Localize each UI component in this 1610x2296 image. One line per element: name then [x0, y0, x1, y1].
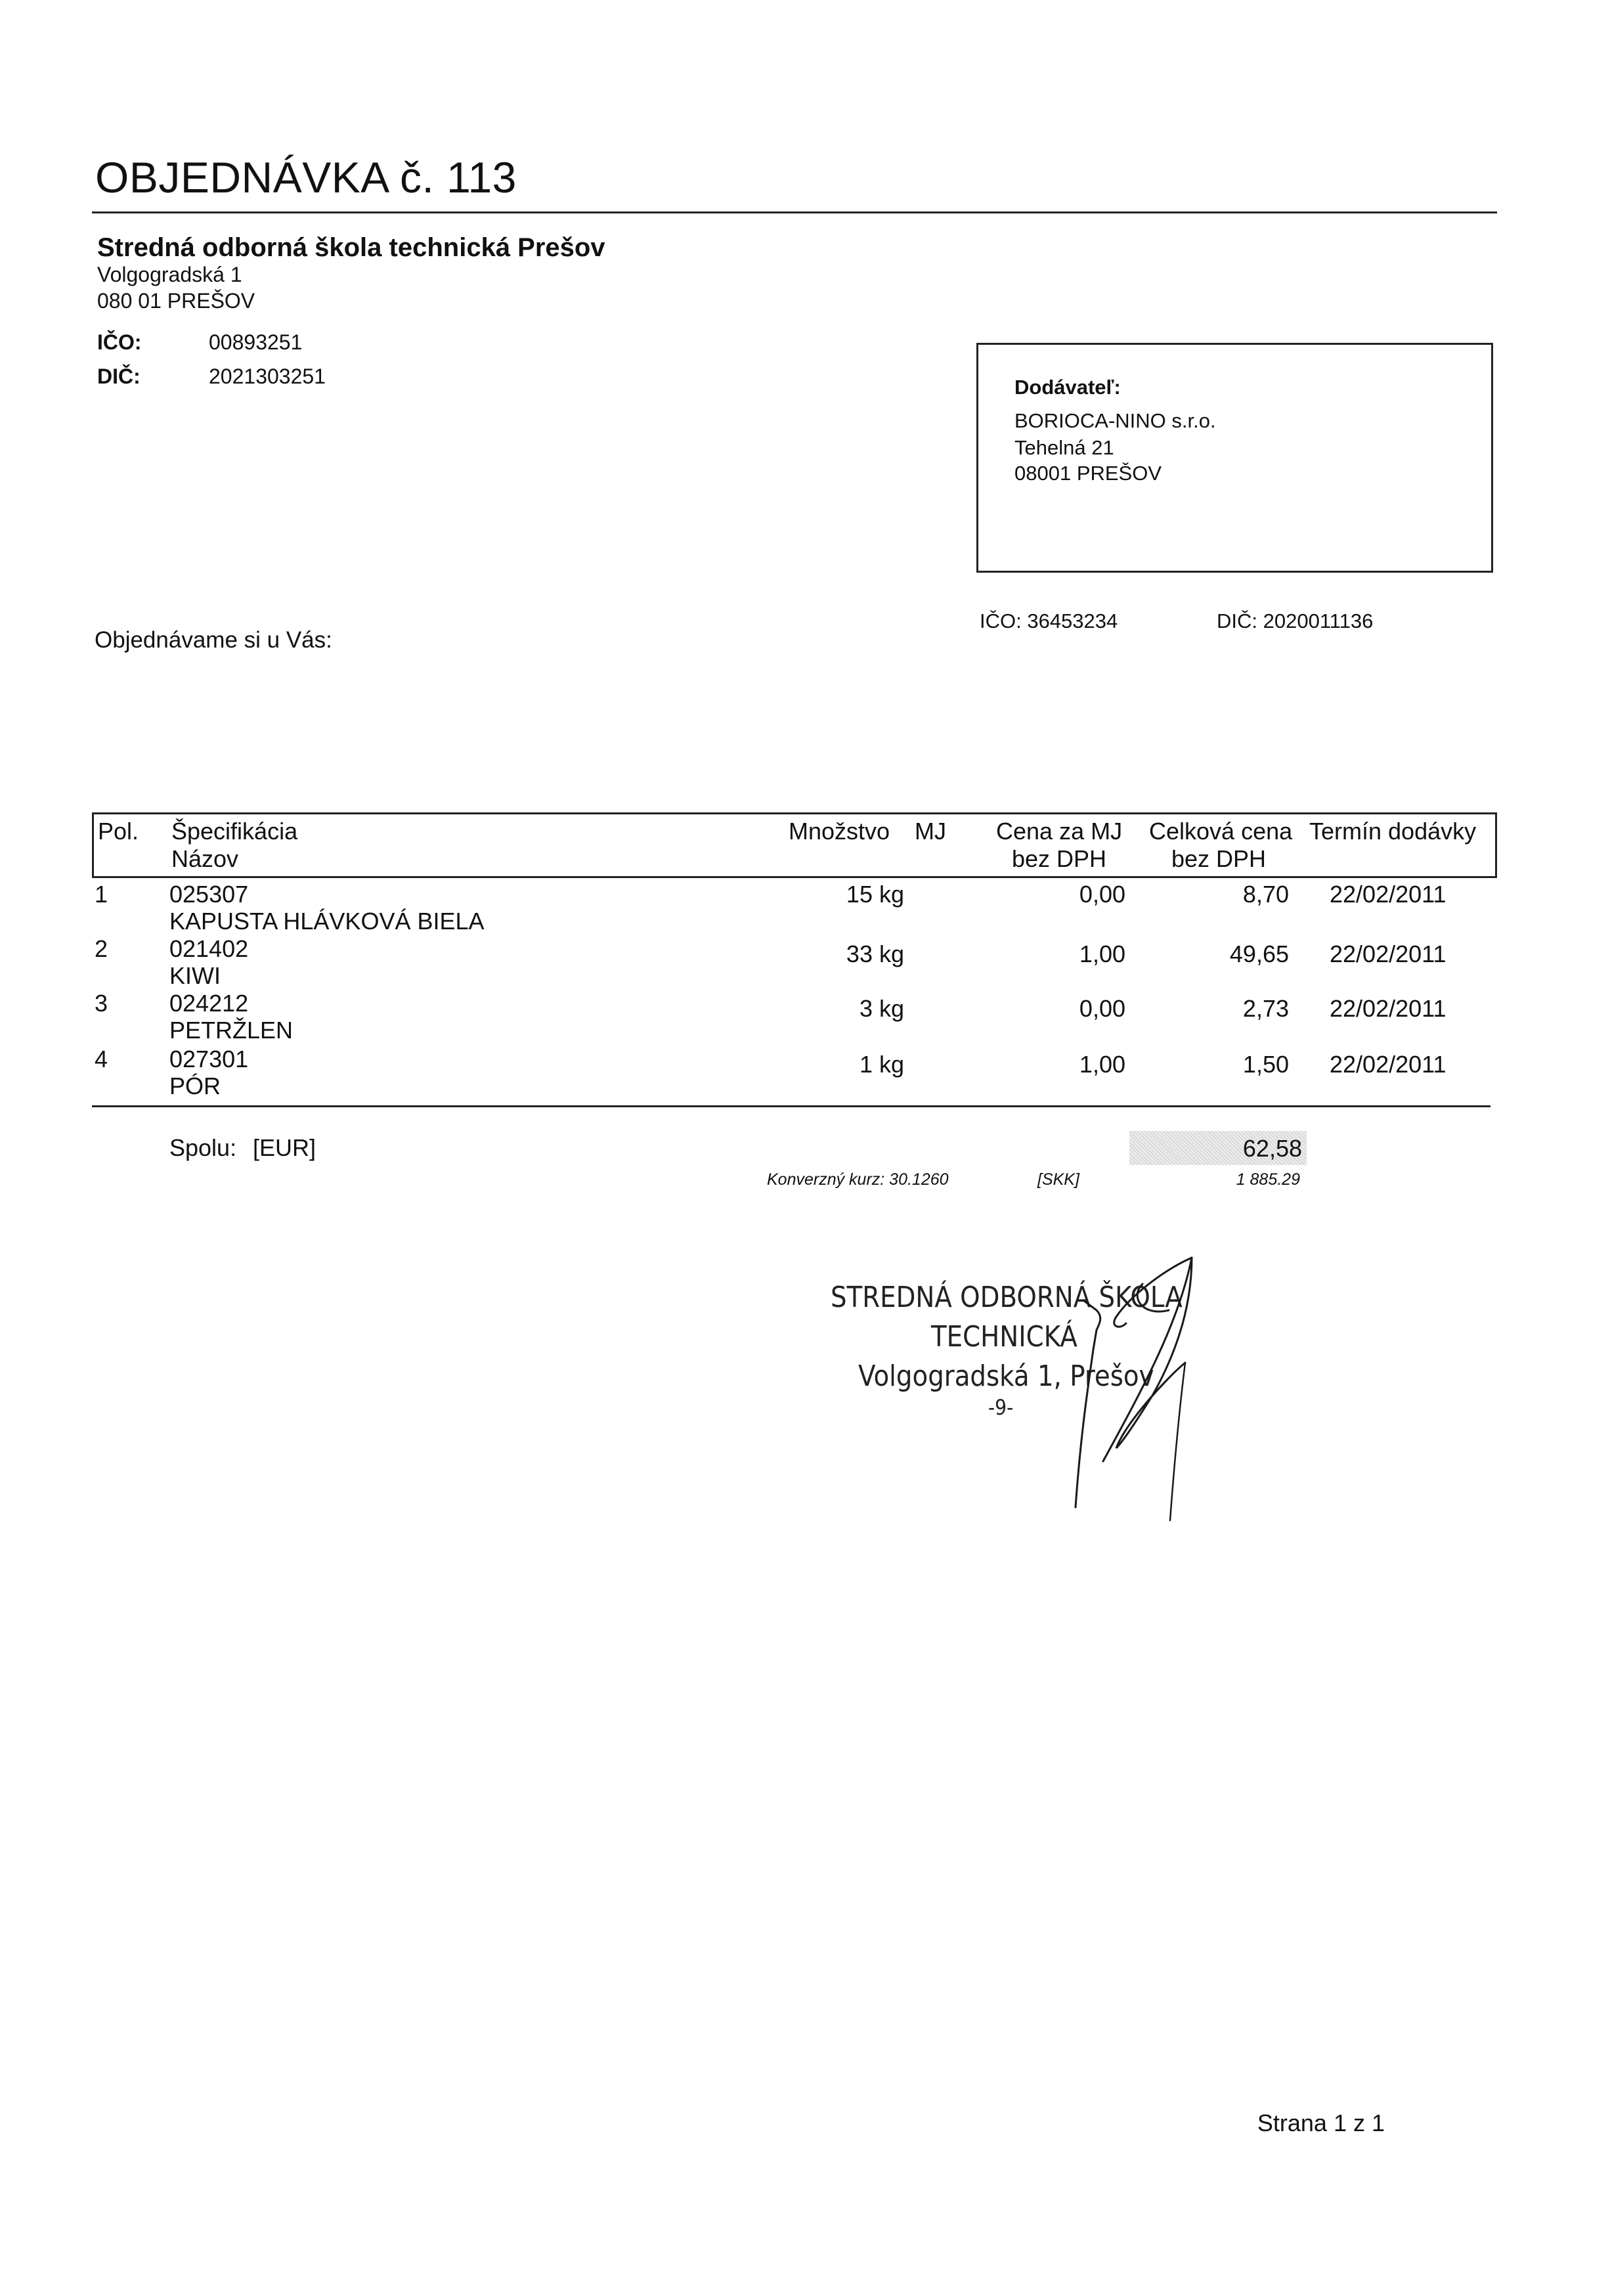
table-row — [92, 935, 1497, 992]
page-number: Strana 1 z 1 — [1257, 2109, 1385, 2136]
order-intro: Objednávame si u Vás: — [95, 627, 332, 653]
row-total: 1,50 — [1242, 1051, 1289, 1078]
supplier-street: Tehelná 21 — [1014, 436, 1114, 459]
row-qty: 33 kg — [846, 940, 904, 967]
stamp-line-4: -9- — [988, 1395, 1014, 1420]
row-total: 2,73 — [1242, 995, 1289, 1022]
table-header — [92, 812, 1497, 878]
buyer-street: Volgogradská 1 — [97, 263, 242, 286]
supplier-name: BORIOCA-NINO s.r.o. — [1014, 409, 1216, 432]
conversion-total: 1 885.29 — [1236, 1170, 1300, 1189]
table-row — [92, 1046, 1497, 1107]
header-price-vat: bez DPH — [1012, 845, 1107, 872]
row-price: 1,00 — [1079, 940, 1125, 967]
row-total: 49,65 — [1229, 940, 1289, 967]
buyer-city: 080 01 PREŠOV — [97, 289, 255, 313]
document-title: OBJEDNÁVKA č. 113 — [95, 153, 517, 202]
row-name: PÓR — [169, 1072, 221, 1099]
header-spec: Špecifikácia — [171, 818, 298, 845]
signature — [1064, 1245, 1294, 1573]
supplier-ico: IČO: 36453234 — [980, 609, 1118, 632]
total-currency: [EUR] — [253, 1134, 316, 1161]
header-total-vat: bez DPH — [1171, 845, 1267, 872]
buyer-name: Stredná odborná škola technická Prešov — [97, 233, 605, 262]
total-value: 62,58 — [1242, 1135, 1302, 1162]
total-label: Spolu: — [169, 1134, 237, 1161]
header-qty: Množstvo — [789, 818, 890, 845]
supplier-dic: DIČ: 2020011136 — [1217, 609, 1374, 632]
row-code: 024212 — [169, 990, 249, 1017]
row-name: PETRŽLEN — [169, 1017, 294, 1044]
row-name: KIWI — [169, 962, 221, 989]
row-date: 22/02/2011 — [1330, 940, 1447, 967]
header-total: Celková cena — [1149, 818, 1293, 845]
row-pol: 4 — [95, 1046, 108, 1072]
row-price: 0,00 — [1079, 995, 1125, 1022]
supplier-label: Dodávateľ: — [1014, 376, 1121, 399]
supplier-city: 08001 PREŠOV — [1014, 462, 1162, 485]
table-bottom-rule — [92, 1105, 1490, 1107]
header-term: Termín dodávky — [1309, 818, 1477, 845]
row-pol: 1 — [95, 881, 108, 908]
buyer-ico-label: IČO: — [97, 330, 142, 354]
row-price: 1,00 — [1079, 1051, 1125, 1078]
row-qty: 3 kg — [859, 995, 904, 1022]
row-price: 0,00 — [1079, 881, 1125, 908]
row-code: 025307 — [169, 881, 249, 908]
stamp-line-1: STREDNÁ ODBORNÁ ŠKOLA — [831, 1281, 1183, 1314]
row-pol: 2 — [95, 935, 108, 962]
row-date: 22/02/2011 — [1330, 881, 1447, 908]
row-code: 021402 — [169, 935, 249, 962]
row-date: 22/02/2011 — [1330, 995, 1447, 1022]
table-row — [92, 878, 1497, 935]
buyer-dic: 2021303251 — [209, 364, 326, 388]
row-name: KAPUSTA HLÁVKOVÁ BIELA — [169, 908, 485, 935]
stamp-line-2: TECHNICKÁ — [931, 1320, 1077, 1354]
conversion-currency: [SKK] — [1037, 1170, 1079, 1189]
header-pol: Pol. — [98, 818, 139, 845]
row-date: 22/02/2011 — [1330, 1051, 1447, 1078]
row-qty: 15 kg — [846, 881, 904, 908]
header-unit: MJ — [915, 818, 946, 845]
conversion-rate: Konverzný kurz: 30.1260 — [767, 1170, 949, 1189]
order-table — [92, 812, 1497, 1107]
buyer-dic-label: DIČ: — [97, 364, 141, 388]
header-price: Cena za MJ — [996, 818, 1123, 845]
buyer-ico: 00893251 — [209, 330, 303, 354]
header-name: Názov — [171, 845, 239, 872]
row-pol: 3 — [95, 990, 108, 1017]
table-row — [92, 992, 1497, 1049]
row-code: 027301 — [169, 1046, 249, 1072]
stamp-line-3: Volgogradská 1, Prešov — [858, 1359, 1154, 1393]
row-qty: 1 kg — [859, 1051, 904, 1078]
title-divider — [92, 211, 1497, 213]
row-total: 8,70 — [1242, 881, 1289, 908]
